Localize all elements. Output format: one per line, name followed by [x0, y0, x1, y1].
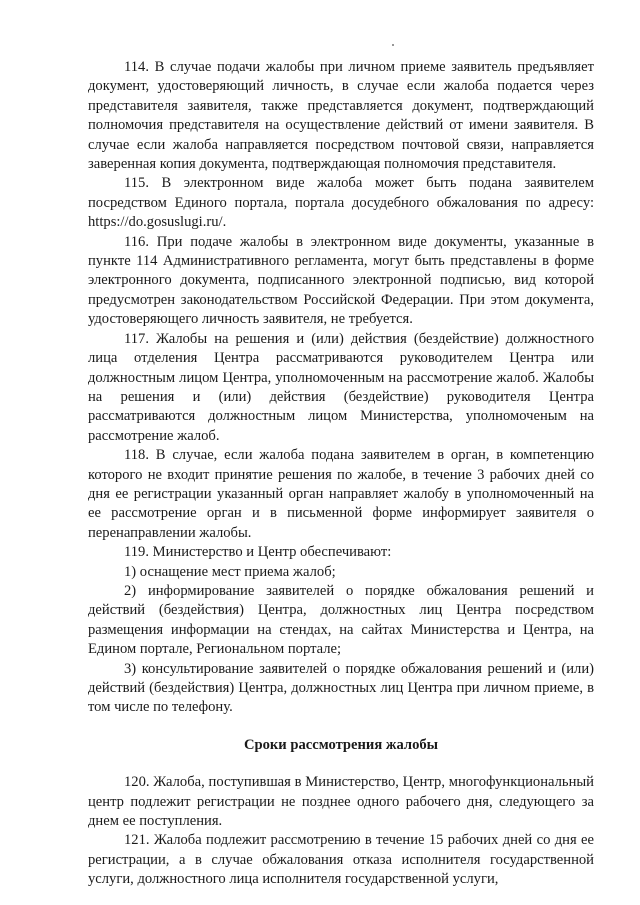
scan-speck: [392, 44, 394, 46]
paragraph-115: 115. В электронном виде жалоба может быть подана заявителем посредством Единого портала, портала досудебного обжалования по адресу: https://do.gosuslugi.ru/.: [88, 175, 594, 231]
document-body: [88, 58, 594, 890]
paragraph-121: 121. Жалоба подлежит рассмотрению в течение 15 рабочих дней со дня ее регистрации, а в случае обжалования отказа исполнителя государственной услуги, должностного лица исполнителя государственной услуги,: [88, 832, 594, 888]
paragraph-116: 116. При подаче жалобы в электронном виде документы, указанные в пункте 114 Административного регламента, могут быть представлены в форме электронного документа, подписанного электронной подписью, вид которой предусмотрен законодательством Российской Федерации. При этом документа, удостоверяющего личность заявителя, не требуется.: [88, 233, 594, 328]
list-item-3: 3) консультирование заявителей о порядке обжалования решений и (или) действий (бездействия) Центра, должностных лиц Центра при личном приеме, в том числе по телефону.: [88, 660, 594, 716]
paragraph-120: 120. Жалоба, поступившая в Министерство, Центр, многофункциональный центр подлежит регистрации не позднее одного рабочего дня, следующего за днем ее поступления.: [88, 774, 594, 830]
paragraph-119: 119. Министерство и Центр обеспечивают:: [124, 544, 392, 561]
paragraph-118: 118. В случае, если жалоба подана заявителем в орган, в компетенцию которого не входит принятие решения по жалобе, в течение 3 рабочих дней со дня ее регистрации указанный орган направляет жалобу в уполномоченный на ее рассмотрение орган и в письменной форме информирует заявителя о перенаправлении жалобы.: [88, 447, 594, 541]
paragraph-114: 114. В случае подачи жалобы при личном приеме заявитель предъявляет документ, удостоверяющий личность, в случае если жалоба подается через представителя заявителя, также представляется документ, подтверждающий полномочия представителя на осуществление действий от имени заявителя. В случае если жалоба направляется посредством почтовой связи, направляется заверенная копия документа, подтверждающая полномочия представителя.: [88, 59, 594, 173]
paragraph-117: 117. Жалобы на решения и (или) действия (бездействие) должностного лица отделения Центра рассматриваются руководителем Центра или должностным лицом Центра, уполномоченным на рассмотрение жалоб. Жалобы на решения и (или) действия (бездействие) руководителя Центра рассматриваются должностным лицом Министерства, уполномоченым на рассмотрение жалоб.: [88, 330, 594, 444]
section-heading: Сроки рассмотрения жалобы: [243, 736, 439, 753]
list-item-2: 2) информирование заявителей о порядке обжалования решений и действий (бездействия) Центра, должностных лиц Центра посредством размещения информации на стендах, на сайтах Министерства и Центра, на Едином портале, Региональном портале;: [88, 582, 594, 658]
list-item-1: 1) оснащение мест приема жалоб;: [124, 563, 336, 580]
